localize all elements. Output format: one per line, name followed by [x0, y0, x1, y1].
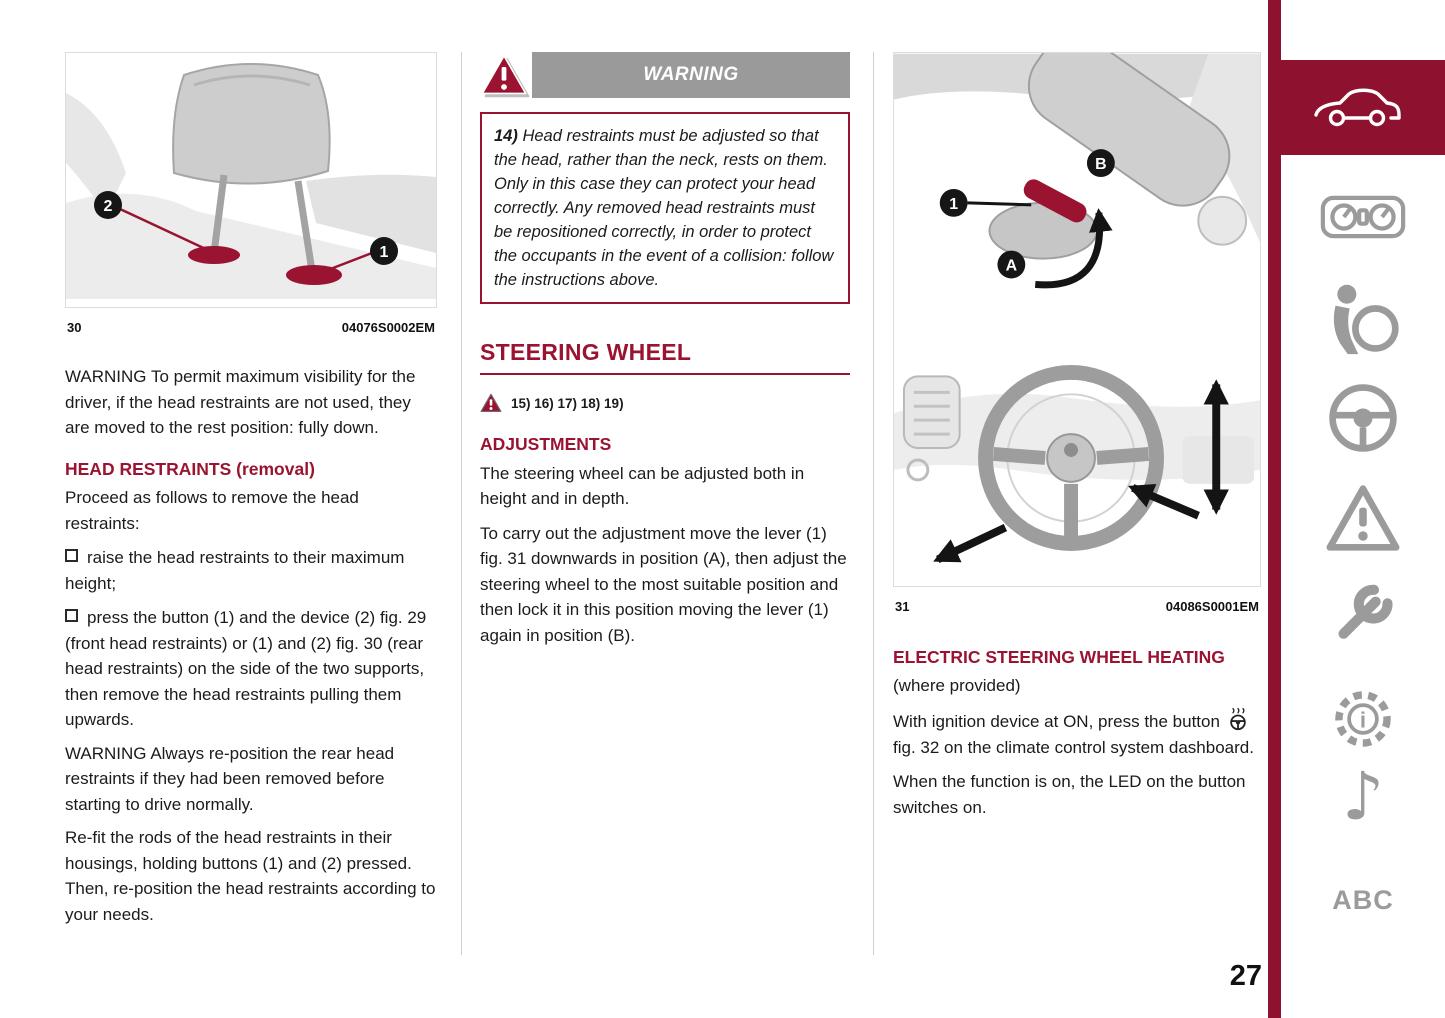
music-note-icon: ♪ [1341, 758, 1385, 835]
warning-reference-numbers: 15) 16) 17) 18) 19) [511, 395, 624, 411]
right-column [893, 52, 1261, 820]
warning-banner [480, 52, 850, 98]
electric-steering-heating-heading: ELECTRIC STEERING WHEEL HEATING [893, 647, 1225, 667]
section-title-rule [480, 373, 850, 375]
airbag-icon [1325, 280, 1401, 356]
abc-index-label: ABC [1332, 885, 1394, 915]
warning-references [480, 391, 850, 417]
svg-text:i: i [1359, 707, 1367, 733]
bullet-item [65, 605, 437, 733]
steering-wheel-icon [1325, 380, 1401, 456]
head-restraint-illustration [66, 53, 436, 299]
warning-header-bar [532, 52, 850, 98]
instrument-cluster-icon [1320, 192, 1406, 242]
warning-triangle-icon [480, 393, 502, 413]
sidebar-item-safety [1281, 280, 1445, 356]
heating-paragraph-1-before: With ignition device at ON, press the button [893, 712, 1220, 731]
callout-2-label: 2 [103, 198, 113, 215]
middle-column [480, 52, 850, 648]
steering-wheel-adjust-illustration [894, 318, 1260, 586]
car-icon [1311, 86, 1403, 130]
sidebar-item-technical-info [1281, 682, 1445, 756]
figure-code: 04086S0001EM [1165, 598, 1259, 614]
sidebar-item-steering [1281, 380, 1445, 456]
figure-code: 04076S0002EM [341, 319, 435, 335]
figure-number: 30 [67, 319, 82, 335]
sidebar-item-maintenance [1281, 578, 1445, 654]
column-divider [873, 52, 874, 955]
steering-column-lever-illustration [894, 53, 1260, 308]
warning-paragraph: WARNING To permit maximum visibility for the driver, if the head restraints are not used, they are moved to the rest position: fully down. [65, 367, 416, 437]
page-number: 27 [1229, 960, 1262, 992]
callout-1-label: 1 [379, 244, 389, 261]
bullet-text: press the button (1) and the device (2) fig. 29 (front head restraints) or (1) and (2) fig. 30 (rear head restraints) on the side of the two supports, then remove the head restraints pulling them upwards. [65, 608, 427, 729]
column-divider [461, 52, 462, 955]
warning-paragraph-2: WARNING Always re-position the rear head restraints if they had been removed before starting to drive normally. [65, 743, 395, 814]
warning-triangle-outline-icon [1324, 482, 1402, 554]
bullet-text: raise the head restraints to their maximum height; [65, 548, 405, 593]
heating-paragraph-2: When the function is on, the LED on the button switches on. [893, 772, 1246, 817]
warning-header-label: WARNING [643, 64, 739, 86]
steering-wheel-heating-button-icon [1228, 707, 1248, 731]
callout-1-label: 1 [949, 195, 959, 213]
adjustments-heading: ADJUSTMENTS [480, 434, 612, 454]
figure-31-illustration [893, 52, 1261, 587]
sidebar-item-index [1281, 885, 1445, 916]
figure-30-illustration [65, 52, 437, 308]
warning-note-text: Head restraints must be adjusted so that the head, rather than the neck, rests on them. Only in this case they can protect your head correctly. Any removed head restraints must be repositioned correctly, in order to protect the occupants in the event of a collision: follow the instructions above. [494, 127, 834, 289]
gear-info-icon [1326, 682, 1400, 756]
adjustments-paragraph-2: To carry out the adjustment move the lever (1) fig. 31 downwards in position (A), then adjust the steering wheel to the most suitable position and then lock it in this position moving the lever (1) again in position (B). [480, 523, 847, 645]
sidebar-tab-vehicle-active [1268, 60, 1445, 155]
bullet-item [65, 545, 437, 596]
where-provided-note: (where provided) [893, 675, 1021, 695]
figure-31-caption [893, 594, 1261, 620]
square-bullet-icon [65, 609, 78, 622]
heating-paragraph-1-after: fig. 32 on the climate control system dashboard. [893, 737, 1254, 757]
head-restraints-removal-heading: HEAD RESTRAINTS (removal) [65, 458, 315, 479]
sidebar-item-instruments [1281, 192, 1445, 242]
callout-B-label: B [1095, 156, 1107, 174]
warning-note-box [480, 112, 850, 304]
sidebar-item-warnings [1281, 482, 1445, 554]
heating-paragraph-1 [893, 707, 1261, 760]
section-title-steering-wheel: STEERING WHEEL [480, 339, 692, 365]
refit-paragraph: Re-fit the rods of the head restraints in their housings, holding buttons (1) and (2) pressed. Then, re-position the head restraints according to your needs. [65, 828, 436, 924]
figure-number: 31 [895, 598, 910, 614]
wrench-icon [1325, 578, 1401, 654]
square-bullet-icon [65, 549, 78, 562]
figure-30-caption [65, 315, 437, 341]
callout-A-label: A [1005, 257, 1018, 275]
sidebar-item-multimedia [1281, 758, 1445, 835]
warning-note-ref: 14) [494, 127, 518, 145]
warning-triangle-icon [480, 52, 528, 98]
adjustments-paragraph-1: The steering wheel can be adjusted both in height and in depth. [480, 463, 805, 508]
left-column [65, 52, 437, 927]
intro-paragraph: Proceed as follows to remove the head restraints: [65, 488, 359, 533]
